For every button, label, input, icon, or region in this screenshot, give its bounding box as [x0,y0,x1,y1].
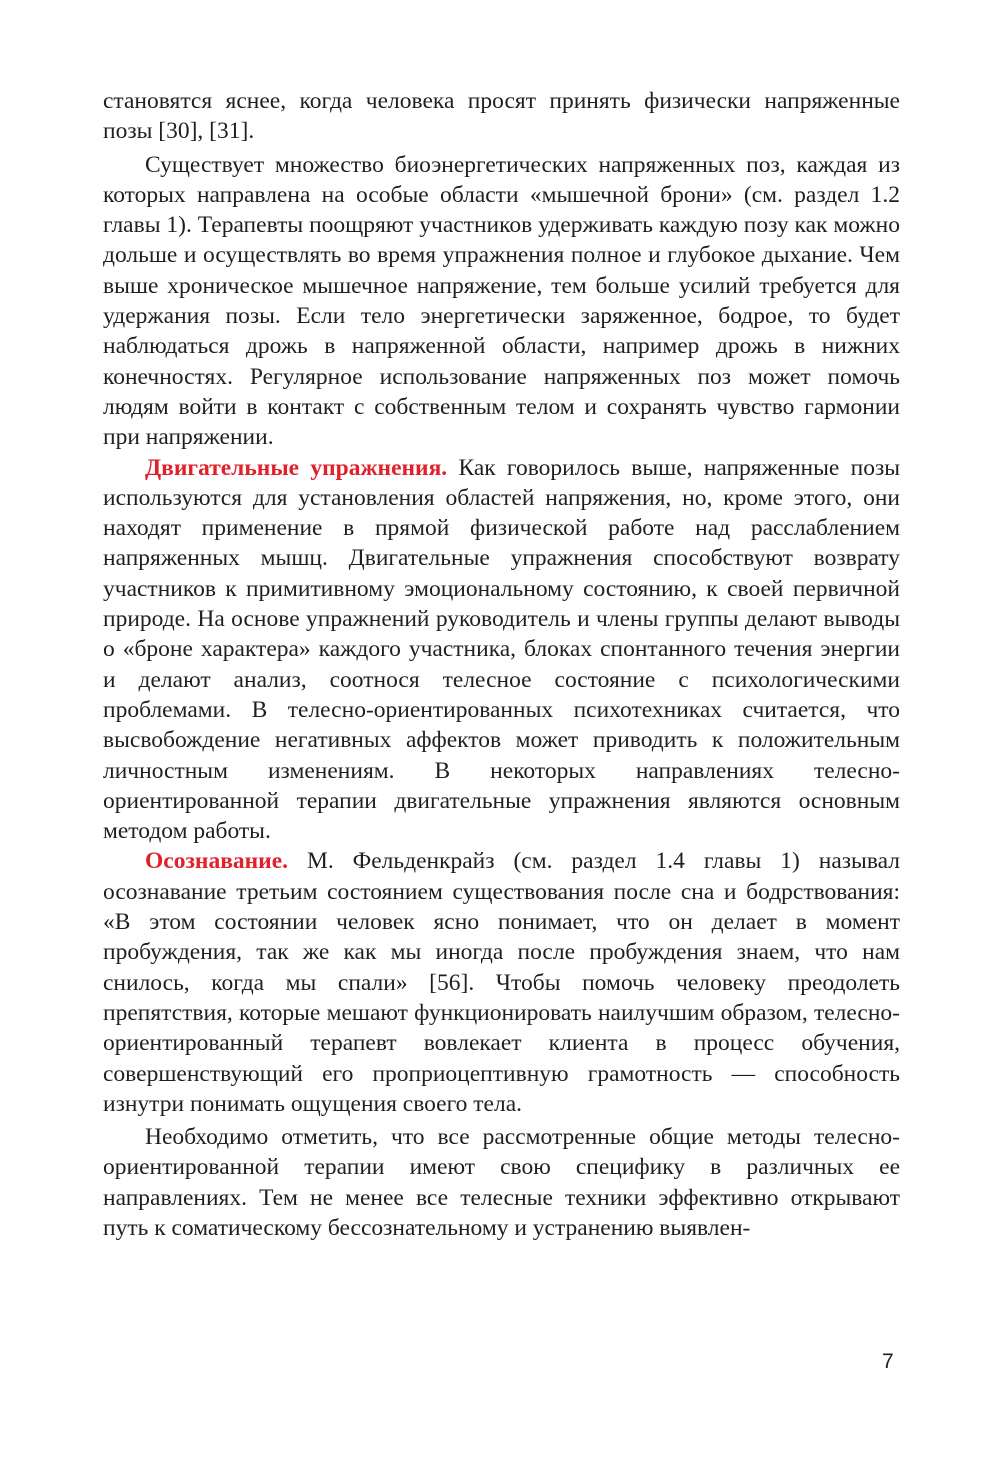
term-awareness: Осознавание. [145,848,289,875]
paragraph-text: Как говорилось выше, напряженные позы используются для установления областей напряжения, но, кроме этого, они находят применение в прямой физической работе над расслаблением напряженных мышц. Двигательные упражнения способствуют возврату участников к примитивному эмоциональному состоянию, к своей первичной природе. На основе упражнений руководитель и члены группы делают выводы о «броне характера» каждого участника, блоках спонтанного течения энергии и делают анализ, соотнося телесное состояние с психологическими проблемами. В телесно-ориентированных психотехниках считается, что высвобождение негативных аффектов может приводить к положительным личностным изменениям. В некоторых направлениях телесно-ориентированной терапии двигательные упражнения являются основным методом работы. [103,454,901,845]
paragraph-text: М. Фельденкрайз (см. раздел 1.4 главы 1) называл осознавание третьим состоянием существования после сна и бодрствования: «В этом состоянии человек ясно понимает, что он делает в момент пробуждения, так же как мы иногда после пробуждения знаем, что нам снилось, когда мы спали» [56]. Чтобы помочь человеку преодолеть препятствия, которые мешают функционировать наилучшим образом, телесно-ориентированный терапевт вовлекает клиента в процесс обучения, совершенствующий его проприоцептивную грамотность — способность изнутри понимать ощущения своего тела. [103,848,900,1117]
term-motor-exercises: Двигательные упражнения. [145,454,448,481]
page-number: 7 [882,1350,894,1373]
paragraph-motor-exercises [103,453,900,847]
paragraph-conclusion [103,1122,900,1243]
page-body [103,86,900,1243]
paragraph-tension-poses [103,150,900,453]
paragraph-text: Необходимо отметить, что все рассмотренные общие методы телесно-ориентированной терапии имеют свою специфику в различных ее направлениях. Тем не менее все телесные техники эффективно открывают путь к соматическому бессознательному и устранению выявлен- [103,1124,900,1241]
paragraph-text: Существует множество биоэнергетических напряженных поз, каждая из которых направлена на особые области «мышечной брони» (см. раздел 1.2 главы 1). Терапевты поощряют участников удерживать каждую позу как можно дольше и осуществлять во время упражнения полное и глубокое дыхание. Чем выше хроническое мышечное напряжение, тем больше усилий требуется для удержания позы. Если тело энергетически заряженное, бодрое, то будет наблюдаться дрожь в напряженной области, например дрожь в нижних конечностях. Регулярное использование напряженных поз может помочь людям войти в контакт с собственным телом и сохранять чувство гармонии при напряжении. [103,151,900,451]
paragraph-continuation [103,86,900,147]
paragraph-awareness [103,846,900,1119]
paragraph-text: становятся яснее, когда человека просят принять физически напряженные позы [30], [31]. [103,88,900,145]
